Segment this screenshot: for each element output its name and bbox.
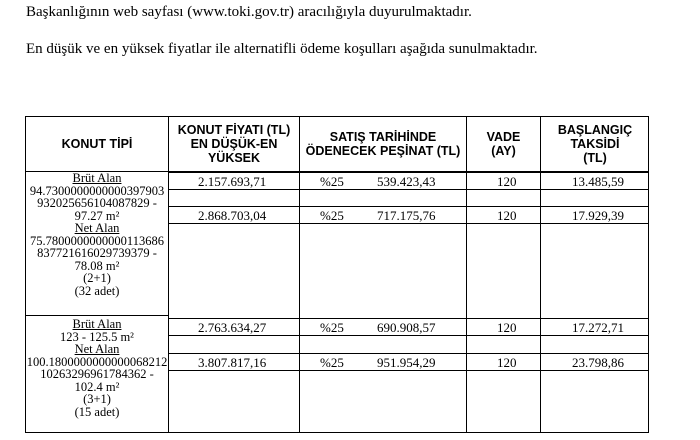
cell-taksit: 17.272,71 [572,320,624,335]
desc-line: (32 adet) [74,283,120,298]
cell-vade: 120 [497,208,517,223]
header-vade: VADE (AY) [486,130,521,158]
header-fiyat: KONUT FİYATI (TL) EN DÜŞÜK-EN YÜKSEK [177,123,291,165]
desc-line: Net Alan [74,342,120,356]
cell-taksit: 23.798,86 [572,355,624,370]
cell-pesinat: 690.908,57 [377,320,436,335]
cell-pesinat: 717.175,76 [377,208,436,223]
cell-fiyat: 2.763.634,27 [198,320,267,335]
group-divider [25,315,168,316]
desc-line: 837721616029739379 - [37,246,157,260]
desc-line: Net Alan [74,221,120,235]
cell-oran: %25 [320,208,344,223]
cell-taksit: 17.929,39 [572,208,624,223]
desc-line: 123 - 125.5 m² [60,329,134,344]
desc-line: 932025656104087829 - [37,196,157,210]
desc-line: Brüt Alan [72,171,122,185]
konut-tipi-group-2 [26,318,168,418]
cell-fiyat: 2.868.703,04 [198,208,267,223]
desc-line: (3+1) [83,392,111,406]
desc-line: 94.7300000000000397903 [29,183,165,198]
header-konut-tipi: KONUT TİPİ [61,137,133,151]
desc-line: 102.4 m² [74,379,120,394]
cell-vade: 120 [497,174,517,189]
cell-taksit: 13.485,59 [572,174,624,189]
desc-line: 75.7800000000000113686 [30,233,164,248]
intro-line-2: En düşük ve en yüksek fiyatlar ile alternatifli ödeme koşulları aşağıda sunulmaktadır. [26,41,538,57]
desc-line: 78.08 m² [74,258,120,273]
cell-oran: %25 [320,174,344,189]
header-taksit: BAŞLANGIÇ TAKSİDİ (TL) [557,123,633,165]
desc-line: (15 adet) [74,404,120,419]
cell-fiyat: 3.807.817,16 [198,355,267,370]
desc-line: 10263296961784362 - [40,367,154,381]
cell-pesinat: 539.423,43 [377,174,436,189]
cell-pesinat: 951.954,29 [377,355,436,370]
desc-line: 100.1800000000000068212 [26,354,168,369]
cell-oran: %25 [320,320,344,335]
header-pesinat: SATIŞ TARİHİNDE ÖDENECEK PEŞİNAT (TL) [305,130,461,158]
cell-fiyat: 2.157.693,71 [198,174,267,189]
desc-line: (2+1) [83,271,111,285]
cell-oran: %25 [320,355,344,370]
cell-vade: 120 [497,320,517,335]
cell-vade: 120 [497,355,517,370]
desc-line: 97.27 m² [74,208,120,223]
intro-line-1: Başkanlığının web sayfası (www.toki.gov.tr) aracılığıyla duyurulmaktadır. [26,4,472,20]
konut-tipi-group-1 [26,172,168,297]
desc-line: Brüt Alan [72,317,122,331]
